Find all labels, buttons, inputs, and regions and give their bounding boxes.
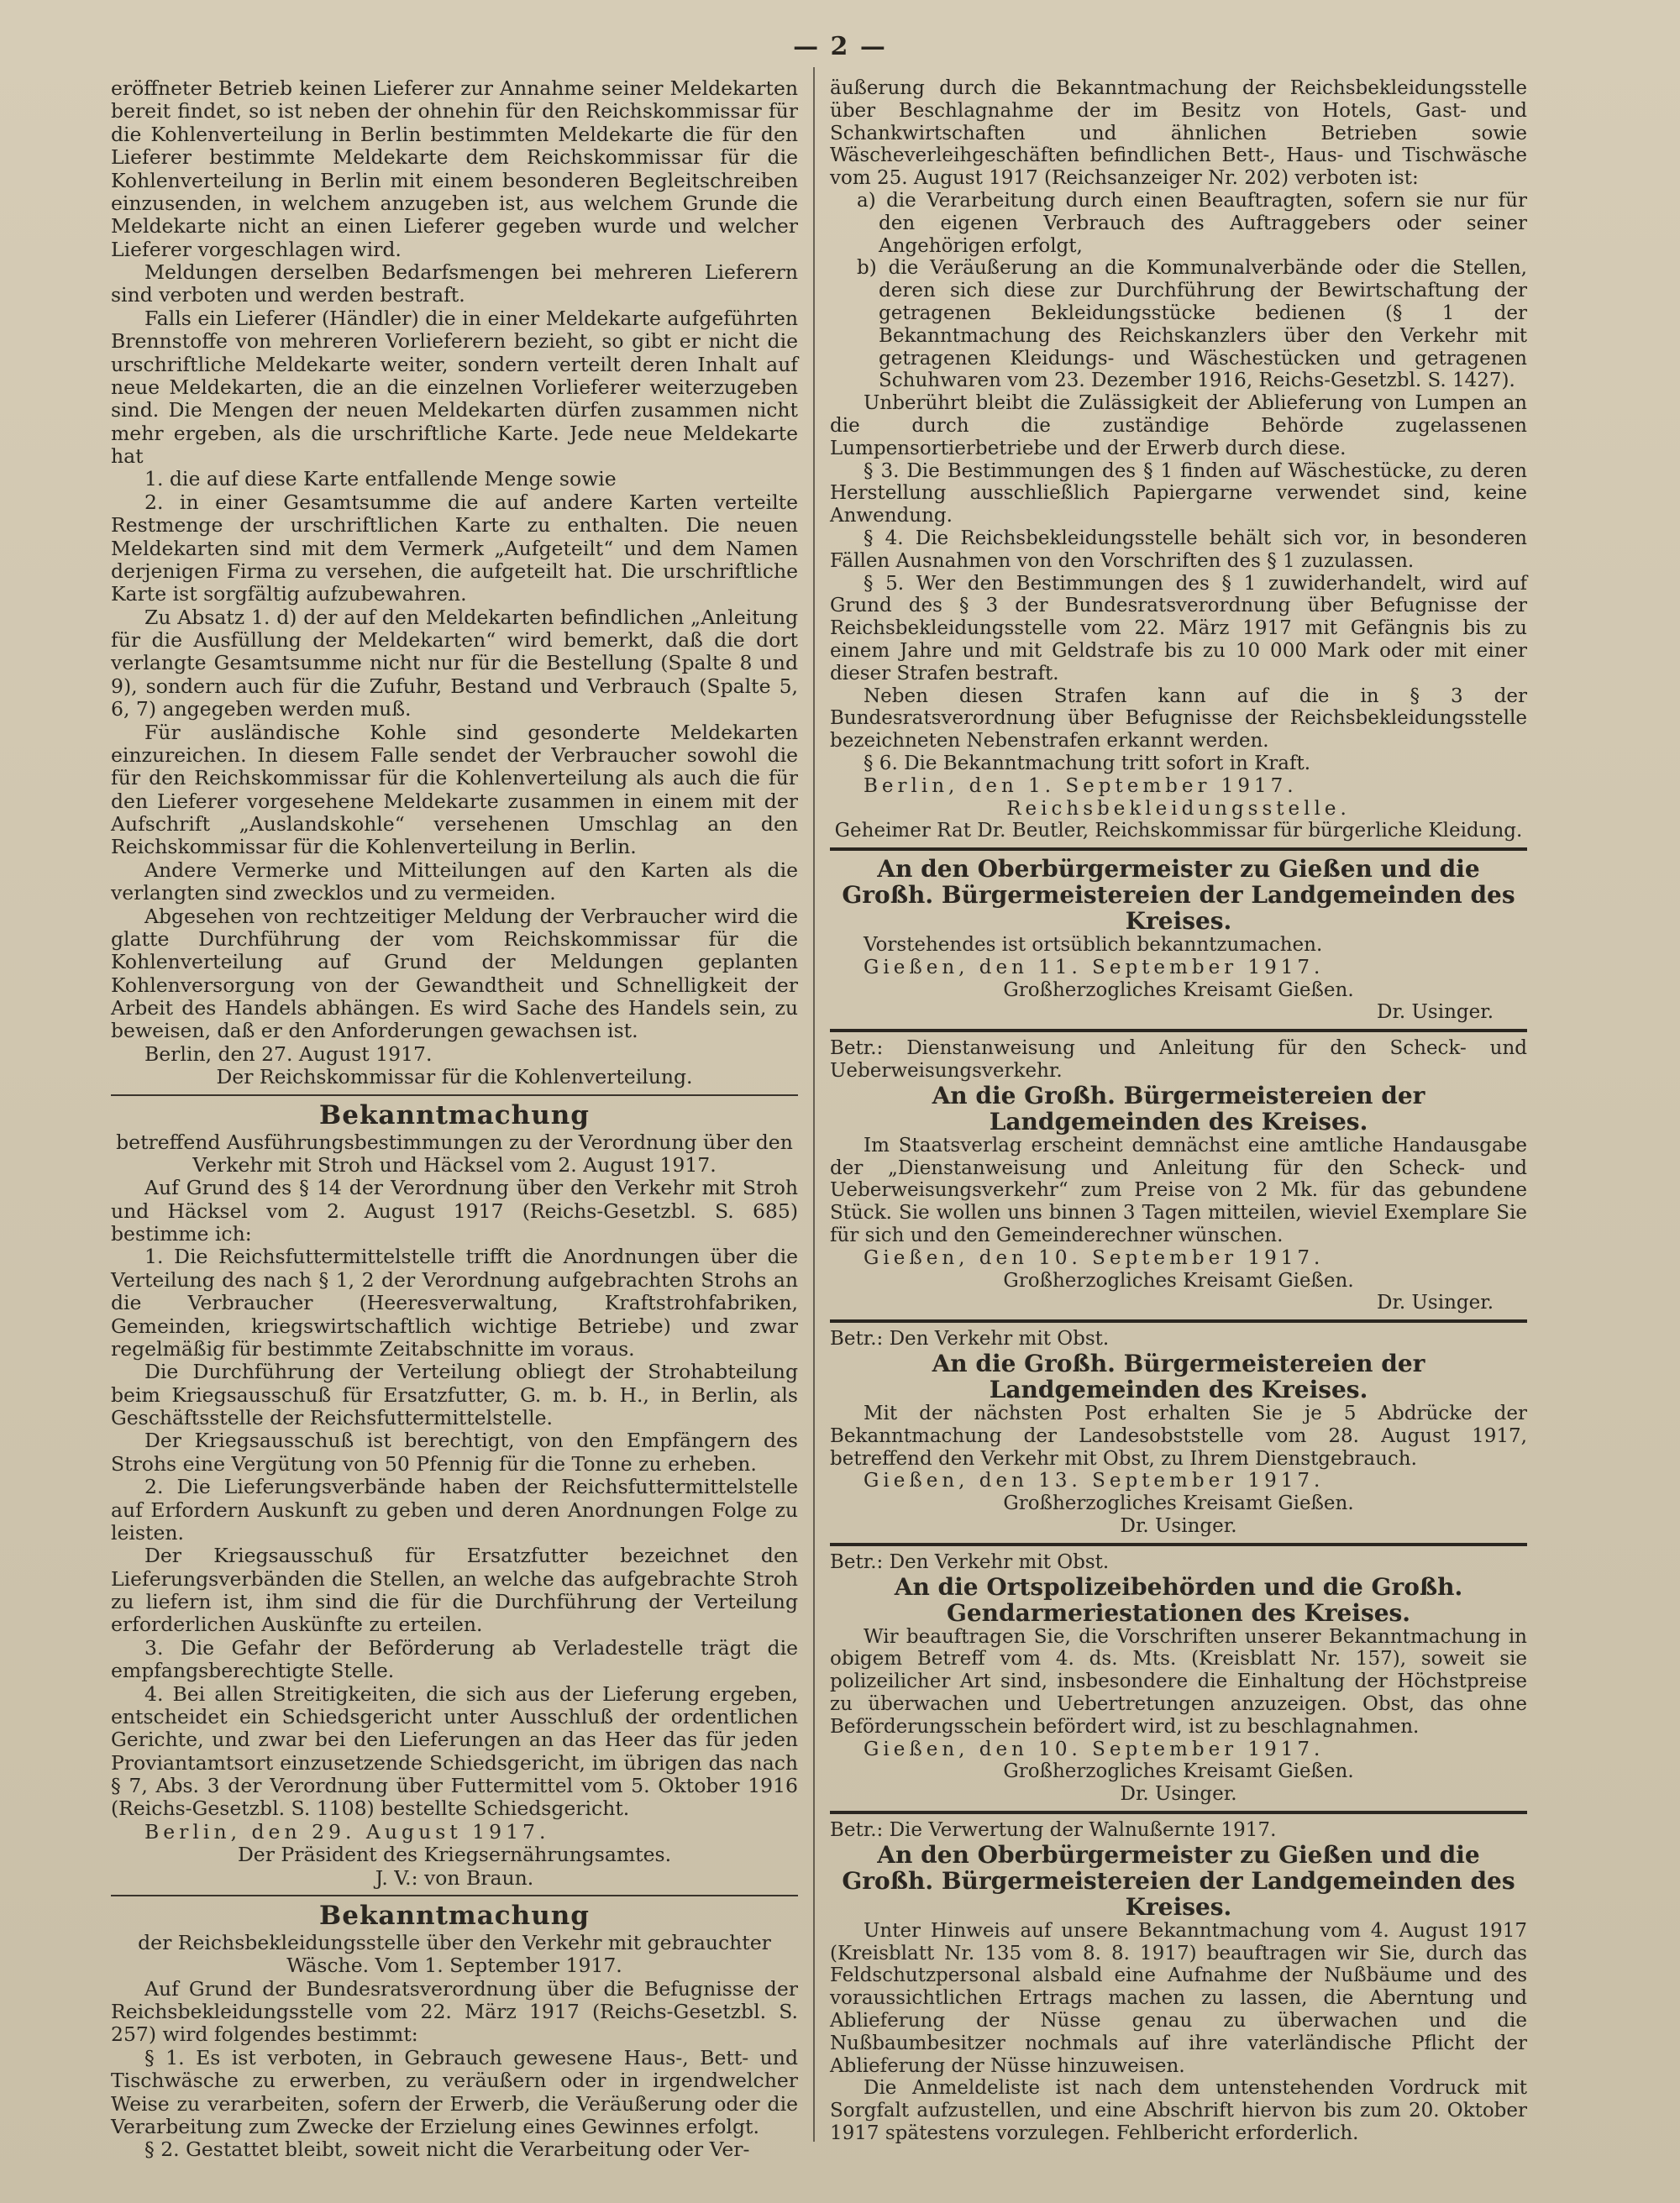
paragraph: Unberührt bleibt die Zulässigkeit der Ablieferung von Lumpen an die durch die zuständige Behörde zugelassenen Lumpensortierbetriebe und der Erwerb durch diese. bbox=[830, 392, 1527, 459]
signature: Dr. Usinger. bbox=[1120, 1783, 1237, 1806]
left-column bbox=[111, 77, 798, 2162]
paragraph: Im Staatsverlag erscheint demnächst eine amtliche Handausgabe der „Dienstanweisung und Anleitung für den Scheck- und Ueberweisungsverkehr“ zum Preise von 2 Mk. für das gebundene Stück. Sie wollen uns binnen 3 Tagen mitteilen, wieviel Exemplare Sie für sich und den Gemeinderechner wünschen. bbox=[830, 1134, 1527, 1247]
separator-rule bbox=[111, 1895, 798, 1896]
paragraph: Für ausländische Kohle sind gesonderte Meldekarten einzureichen. In diesem Falle sendet der Verbraucher sowohl die für den Reichskommissar für die Kohlenverteilung als auch die für den Lieferer vorgesehene Meldekarte zusammen in einem mit der Aufschrift „Auslandskohle“ versehenen Umschlag an den Reichskommissar für die Kohlenverteilung in Berlin. bbox=[111, 720, 798, 859]
dateline: Gießen, den 13. September 1917. bbox=[864, 1470, 1325, 1492]
signature: Großherzogliches Kreisamt Gießen. bbox=[1003, 1492, 1354, 1515]
page-number: — 2 — bbox=[793, 32, 887, 61]
list-item: a) die Verarbeitung durch einen Beauftragten, sofern sie nur für den eigenen Verbrauch des Auftraggebers oder seiner Angehörigen erfolgt, bbox=[857, 189, 1527, 257]
address-heading: An den Oberbürgermeister zu Gießen und die Großh. Bürgermeistereien der Landgemeinden des Kreises. bbox=[842, 1840, 1515, 1921]
paragraph: 4. Bei allen Streitigkeiten, die sich aus der Lieferung ergeben, entscheidet ein Schiedsgericht unter Ausschluß der ordentlichen Gerichte, und zwar bei den Lieferungen an das Heer das für jeden Proviantamtsort einzusetzende Schiedsgericht, im übrigen das nach § 7, Abs. 3 der Verordnung über Futtermittel vom 5. Oktober 1916 (Reichs-Gesetzbl. S. 1108) bestellte Schiedsgericht. bbox=[111, 1681, 798, 1821]
paragraph: Meldungen derselben Bedarfsmengen bei mehreren Lieferern sind verboten und werden bestraft. bbox=[111, 260, 798, 307]
paragraph: § 6. Die Bekanntmachung tritt sofort in Kraft. bbox=[864, 752, 1311, 774]
paragraph: Der Kriegsausschuß ist berechtigt, von den Empfängern des Strohs eine Vergütung von 50 Pfennig für die Tonne zu erheben. bbox=[111, 1429, 798, 1476]
paragraph: 2. Die Lieferungsverbände haben der Reichsfuttermittelstelle auf Erfordern Auskunft zu geben und deren Anordnungen Folge zu leisten. bbox=[111, 1475, 798, 1545]
paragraph: § 2. Gestattet bleibt, soweit nicht die Verarbeitung oder Ver- bbox=[144, 2137, 750, 2162]
address-heading: An die Großh. Bürgermeistereien der Landgemeinden des Kreises. bbox=[932, 1350, 1425, 1404]
signature: Dr. Usinger. bbox=[1120, 1515, 1237, 1538]
paragraph: Der Kriegsausschuß für Ersatzfutter bezeichnet den Lieferungsverbänden die Stellen, an welche das aufgebrachte Stroh zu liefern ist, ihm sind die für die Durchführung der Verteilung erforderlichen Auskünfte zu erteilen. bbox=[111, 1544, 798, 1637]
subject-line: Betr.: Den Verkehr mit Obst. bbox=[830, 1328, 1110, 1351]
dateline: Gießen, den 10. September 1917. bbox=[864, 1738, 1325, 1760]
signature: Großherzogliches Kreisamt Gießen. bbox=[1003, 1269, 1354, 1292]
paragraph: Die Durchführung der Verteilung obliegt der Strohabteilung beim Kriegsausschuß für Ersatzfutter, G. m. b. H., in Berlin, als Geschäftsstelle der Reichsfuttermittelstelle. bbox=[111, 1360, 798, 1429]
separator-rule bbox=[830, 1543, 1527, 1546]
separator-rule bbox=[111, 1094, 798, 1096]
list-item: 1. die auf diese Karte entfallende Menge sowie bbox=[144, 467, 617, 491]
paragraph: Unter Hinweis auf unsere Bekanntmachung vom 4. August 1917 (Kreisblatt Nr. 135 vom 8. 8. 1917) beauftragen wir Sie, durch das Feldschutzpersonal alsbald eine Aufnahme der Nußbäume und des voraussichtlichen Ertrags machen zu lassen, die Aberntung und Ablieferung der Nüsse genau zu überwachen und die Nußbaumbesitzer nochmals auf ihre vaterländische Pflicht der Ablieferung der Nüsse hinzuweisen. bbox=[830, 1919, 1527, 2077]
paragraph: Abgesehen von rechtzeitiger Meldung der Verbraucher wird die glatte Durchführung der vom Reichskommissar für die Kohlenverteilung auf Grund der Meldungen geplanten Kohlenversorgung von der Gewandtheit und Schnelligkeit der Arbeit des Handels abhängen. Es wird Sache des Handels sein, zu beweisen, daß er den Anforderungen gewachsen ist. bbox=[111, 904, 798, 1043]
paragraph: Vorstehendes ist ortsüblich bekanntzumachen. bbox=[864, 934, 1323, 957]
paragraph: § 3. Die Bestimmungen des § 1 finden auf Wäschestücke, zu deren Herstellung ausschließlich Papiergarne verwendet sind, keine Anwendung. bbox=[830, 459, 1527, 527]
address-heading: An den Oberbürgermeister zu Gießen und die Großh. Bürgermeistereien der Landgemeinden des Kreises. bbox=[842, 855, 1515, 936]
paragraph: Auf Grund des § 14 der Verordnung über den Verkehr mit Stroh und Häcksel vom 2. August 1917 (Reichs-Gesetzbl. S. 685) bestimme ich: bbox=[111, 1176, 798, 1246]
section-subtitle: betreffend Ausführungsbestimmungen zu der Verordnung über den Verkehr mit Stroh und Häcksel vom 2. August 1917. bbox=[116, 1130, 793, 1177]
paragraph: eröffneter Betrieb keinen Lieferer zur Annahme seiner Meldekarten bereit findet, so ist neben der ohnehin für den Reichskommissar für die Kohlenverteilung in Berlin bestimmten Meldekarte die für den Lieferer bestimmte Meldekarte dem Reichskommissar für die Kohlenverteilung in Berlin mit einem besonderen Begleitschreiben einzusenden, in welchem anzugeben ist, aus welchem Grunde die Meldekarte nicht an einen Lieferer gegeben wurde und welcher Lieferer vorgeschlagen wird. bbox=[111, 76, 798, 261]
dateline: Berlin, den 29. August 1917. bbox=[144, 1819, 550, 1844]
paragraph: Neben diesen Strafen kann auf die in § 3 der Bundesratsverordnung über Befugnisse der Reichsbekleidungsstelle bezeichneten Nebenstrafen erkannt werden. bbox=[830, 685, 1527, 753]
signature: Großherzogliches Kreisamt Gießen. bbox=[1003, 978, 1354, 1001]
paragraph: Wir beauftragen Sie, die Vorschriften unserer Bekanntmachung in obigem Betreff vom 4. ds. Mts. (Kreisblatt Nr. 157), soweit sie polizeilicher Art sind, insbesondere die Einhaltung der Höchstpreise zu überwachen und Uebertretungen anzuzeigen. Obst, das ohne Beförderungsschein befördert wird, ist zu beschlagnahmen. bbox=[830, 1625, 1527, 1738]
address-heading: An die Ortspolizeibehörden und die Großh. Gendarmeriestationen des Kreises. bbox=[894, 1572, 1463, 1627]
signature: Dr. Usinger. bbox=[1377, 1001, 1494, 1024]
paragraph: § 1. Es ist verboten, in Gebrauch gewesene Haus-, Bett- und Tischwäsche zu erwerben, zu veräußern oder in irgendwelcher Weise zu verarbeiten, sofern der Erwerb, die Veräußerung oder die Verarbeitung zum Zwecke der Erzielung eines Gewinnes erfolgt. bbox=[111, 2045, 798, 2138]
section-heading: Bekanntmachung bbox=[319, 1099, 590, 1130]
paragraph: Auf Grund der Bundesratsverordnung über die Befugnisse der Reichsbekleidungsstelle vom 22. März 1917 (Reichs-Gesetzbl. S. 257) wird folgendes bestimmt: bbox=[111, 1976, 798, 2047]
list-item: 2. in einer Gesamtsumme die auf andere Karten verteilte Restmenge der urschriftlichen Karte zu enthalten. Die neuen Meldekarten sind mit dem Vermerk „Aufgeteilt“ und dem Namen derjenigen Firma zu versehen, die aufgeteilt hat. Die urschriftliche Karte ist sorgfältig aufzubewahren. bbox=[111, 490, 798, 606]
paragraph: § 4. Die Reichsbekleidungsstelle behält sich vor, in besonderen Fällen Ausnahmen von den Vorschriften des § 1 zuzulassen. bbox=[830, 527, 1527, 572]
paragraph: 1. Die Reichsfuttermittelstelle trifft die Anordnungen über die Verteilung des nach § 1, 2 der Verordnung aufgebrachten Strohs an die Verbraucher (Heeresverwaltung, Kraftstrohfabriken, Gemeinden, kriegswirtschaftlich wichtige Betriebe) und zwar regelmäßig für bestimmte Zeitabschnitte im voraus. bbox=[111, 1245, 798, 1361]
paragraph: Mit der nächsten Post erhalten Sie je 5 Abdrücke der Bekanntmachung der Landesobststelle vom 28. August 1917, betreffend den Verkehr mit Obst, zu Ihrem Dienstgebrauch. bbox=[830, 1403, 1527, 1470]
dateline: Berlin, den 1. September 1917. bbox=[864, 774, 1298, 797]
paragraph: Falls ein Lieferer (Händler) die in einer Meldekarte aufgeführten Brennstoffe von mehreren Vorlieferern bezieht, so gibt er nicht die urschriftliche Meldekarte weiter, sondern verteilt deren Inhalt auf neue Meldekarten, die an die einzelnen Vorlieferer weiterzugeben sind. Die Mengen der neuen Meldekarten dürfen zusammen nicht mehr ergeben, als die urschriftliche Karte. Jede neue Meldekarte hat bbox=[111, 306, 798, 468]
dateline: Gießen, den 10. September 1917. bbox=[864, 1246, 1325, 1269]
signature: Reichsbekleidungsstelle. bbox=[1006, 797, 1351, 820]
signature: Geheimer Rat Dr. Beutler, Reichskommissar für bürgerliche Kleidung. bbox=[834, 820, 1523, 842]
subject-line: Betr.: Den Verkehr mit Obst. bbox=[830, 1550, 1110, 1573]
dateline: Gießen, den 11. September 1917. bbox=[864, 956, 1325, 978]
paragraph: 3. Die Gefahr der Beförderung ab Verladestelle trägt die empfangsberechtigte Stelle. bbox=[111, 1635, 798, 1683]
separator-rule bbox=[830, 1319, 1527, 1323]
subject-line: Betr.: Die Verwertung der Walnußernte 1917. bbox=[830, 1819, 1277, 1841]
list-item: b) die Veräußerung an die Kommunalverbände oder die Stellen, deren sich diese zur Durchführung der Bewirtschaftung der getragenen Bekleidungsstücke bedienen (§ 1 der Bekanntmachung des Reichskanzlers über den Verkehr mit getragenen Kleidungs- und Wäschestücken und getragenen Schuhwaren vom 23. Dezember 1916, Reichs-Gesetzbl. S. 1427). bbox=[857, 257, 1527, 392]
section-subtitle: der Reichsbekleidungsstelle über den Verkehr mit gebrauchter Wäsche. Vom 1. September 1917. bbox=[138, 1930, 771, 1978]
signature: Großherzogliches Kreisamt Gießen. bbox=[1003, 1760, 1354, 1783]
address-heading: An die Großh. Bürgermeistereien der Landgemeinden des Kreises. bbox=[932, 1081, 1425, 1136]
separator-rule bbox=[830, 1029, 1527, 1032]
signature: Dr. Usinger. bbox=[1377, 1292, 1494, 1314]
paragraph: Andere Vermerke und Mitteilungen auf den Karten als die verlangten sind zwecklos und zu vermeiden. bbox=[111, 858, 798, 905]
section-heading: Bekanntmachung bbox=[319, 1900, 590, 1931]
paragraph: Die Anmeldeliste ist nach dem untenstehenden Vordruck mit Sorgfalt aufzustellen, und eine Abschrift hiervon bis zum 20. Oktober 1917 spätestens vorzulegen. Fehlbericht erforderlich. bbox=[830, 2077, 1527, 2144]
subject-line: Betr.: Dienstanweisung und Anleitung für den Scheck- und Ueberweisungsverkehr. bbox=[830, 1037, 1527, 1083]
separator-rule bbox=[830, 847, 1527, 851]
signature: Der Präsident des Kriegsernährungsamtes. bbox=[237, 1843, 672, 1867]
signature: J. V.: von Braun. bbox=[375, 1865, 534, 1890]
signature: Der Reichskommissar für die Kohlenverteilung. bbox=[216, 1065, 693, 1089]
paragraph: äußerung durch die Bekanntmachung der Reichsbekleidungsstelle über Beschlagnahme der im Besitz von Hotels, Gast- und Schankwirtschaften und ähnlichen Betrieben sowie Wäscheverleihgeschäften befindlichen Bett-, Haus- und Tischwäsche vom 25. August 1917 (Reichsanzeiger Nr. 202) verboten ist: bbox=[830, 77, 1527, 190]
separator-rule bbox=[830, 1811, 1527, 1814]
paragraph: § 5. Wer den Bestimmungen des § 1 zuwiderhandelt, wird auf Grund des § 3 der Bundesratsverordnung über Befugnisse der Reichsbekleidungsstelle vom 22. März 1917 mit Gefängnis bis zu einem Jahre und mit Geldstrafe bis zu 10 000 Mark oder mit einer dieser Strafen bestraft. bbox=[830, 572, 1527, 685]
column-divider bbox=[813, 67, 815, 2142]
right-column bbox=[830, 77, 1527, 2145]
paragraph: Zu Absatz 1. d) der auf den Meldekarten befindlichen „Anleitung für die Ausfüllung der Meldekarten“ wird bemerkt, daß die dort verlangte Gesamtsumme nicht nur für die Bestellung (Spalte 8 und 9), sondern auch für die Zufuhr, Bestand und Verbrauch (Spalte 5, 6, 7) angegeben werden muß. bbox=[111, 605, 798, 721]
dateline: Berlin, den 27. August 1917. bbox=[144, 1041, 433, 1066]
